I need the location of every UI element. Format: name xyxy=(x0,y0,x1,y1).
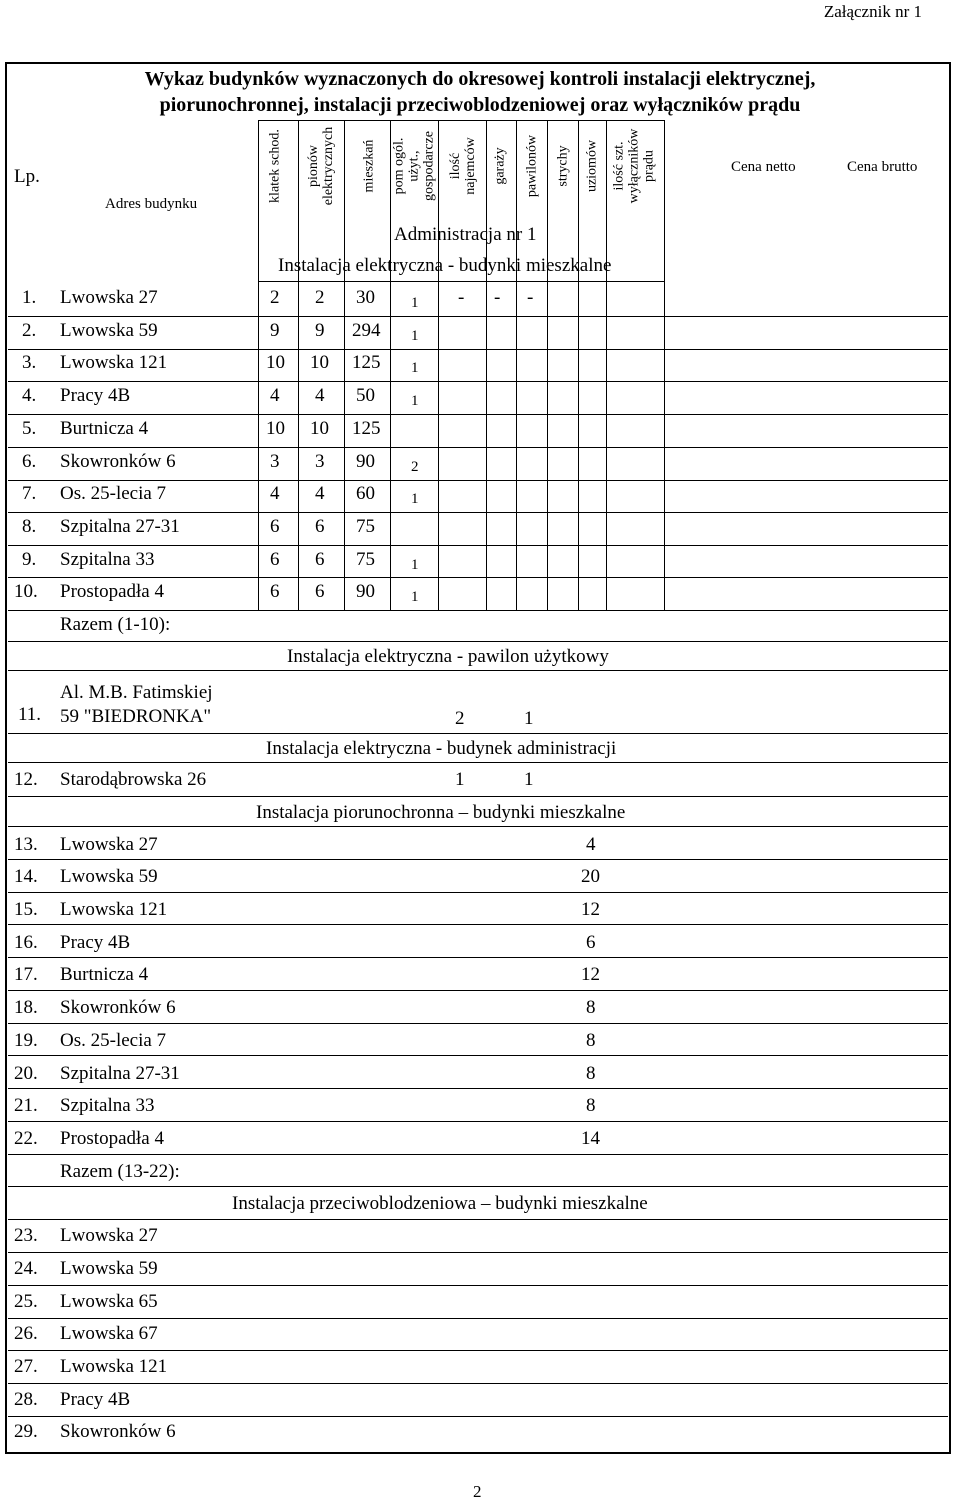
pavilion-tenants: 2 xyxy=(455,708,465,729)
row-risers: 4 xyxy=(315,385,325,406)
row-lp: 16. xyxy=(14,932,38,953)
row-line xyxy=(8,670,948,671)
row-staircases: 10 xyxy=(266,418,285,439)
admin-building-lp: 12. xyxy=(14,769,38,790)
header-lp: Lp. xyxy=(14,166,40,187)
row-address: Prostopadła 4 xyxy=(60,581,164,602)
row-flats: 90 xyxy=(356,581,375,602)
header-col-attics: strychy xyxy=(555,145,571,187)
row-lp: 13. xyxy=(14,834,38,855)
row-flats: 60 xyxy=(356,483,375,504)
section-administration: Administracja nr 1 xyxy=(394,224,537,245)
total-1-10-label: Razem (1-10): xyxy=(60,614,171,635)
row-pavilions: - xyxy=(494,287,501,308)
row-staircases: 3 xyxy=(270,451,280,472)
row-attics: - xyxy=(527,287,534,308)
row-line xyxy=(8,1318,948,1319)
row-address: Lwowska 59 xyxy=(60,1258,158,1279)
admin-building-pavilions: 1 xyxy=(524,769,534,790)
row-lp: 17. xyxy=(14,964,38,985)
row-address: Lwowska 27 xyxy=(60,287,158,308)
row-address: Szpitalna 33 xyxy=(60,1095,155,1116)
row-common: 1 xyxy=(411,557,419,573)
header-address: Adres budynku xyxy=(105,196,198,212)
row-line xyxy=(8,381,948,382)
row-line xyxy=(8,924,948,925)
row-line xyxy=(8,577,948,578)
row-earthing: 6 xyxy=(586,932,596,953)
row-lp: 3. xyxy=(22,352,37,373)
row-lp: 7. xyxy=(22,483,37,504)
title-line-2: piorunochronnej, instalacji przeciwoblodzeniowej oraz wyłączników prądu xyxy=(159,94,801,116)
col-line xyxy=(578,120,579,610)
page-number: 2 xyxy=(473,1482,482,1501)
pavilion-address-line2: 59 "BIEDRONKA" xyxy=(60,706,212,727)
header-price-gross: Cena brutto xyxy=(847,159,918,175)
row-staircases: 4 xyxy=(270,385,280,406)
row-common: 1 xyxy=(411,328,419,344)
row-lp: 29. xyxy=(14,1421,38,1442)
row-lp: 26. xyxy=(14,1323,38,1344)
row-line xyxy=(8,480,948,481)
row-garages: - xyxy=(458,287,465,308)
section-electrical-admin-building: Instalacja elektryczna - budynek administracji xyxy=(266,738,617,759)
row-lp: 18. xyxy=(14,997,38,1018)
row-common: 1 xyxy=(411,360,419,376)
total-13-22-label: Razem (13-22): xyxy=(60,1161,180,1182)
row-line xyxy=(8,796,948,797)
title-line-1: Wykaz budynków wyznaczonych do okresowej kontroli instalacji elektrycznej, xyxy=(144,68,816,90)
row-address: Lwowska 121 xyxy=(60,899,168,920)
row-line xyxy=(8,1383,948,1384)
row-flats: 90 xyxy=(356,451,375,472)
row-common: 1 xyxy=(411,589,419,605)
row-staircases: 6 xyxy=(270,549,280,570)
row-lp: 5. xyxy=(22,418,37,439)
col-line xyxy=(438,120,439,610)
row-address: Skowronków 6 xyxy=(60,997,176,1018)
row-address: Pracy 4B xyxy=(60,1389,131,1410)
row-line xyxy=(8,1154,948,1155)
col-line xyxy=(664,120,665,610)
row-line xyxy=(8,1186,948,1187)
row-line xyxy=(8,447,948,448)
row-common: 1 xyxy=(411,295,419,311)
row-earthing: 14 xyxy=(581,1128,600,1149)
row-lp: 8. xyxy=(22,516,37,537)
section-electrical-pavilion: Instalacja elektryczna - pawilon użytkowy xyxy=(287,646,609,667)
col-line xyxy=(390,120,391,610)
row-risers: 10 xyxy=(310,418,329,439)
row-lp: 20. xyxy=(14,1063,38,1084)
document-title xyxy=(0,66,960,118)
row-lp: 1. xyxy=(22,287,37,308)
row-address: Lwowska 27 xyxy=(60,1225,158,1246)
row-lp: 25. xyxy=(14,1291,38,1312)
row-risers: 6 xyxy=(315,516,325,537)
row-lp: 2. xyxy=(22,320,37,341)
row-address: Pracy 4B xyxy=(60,385,131,406)
row-staircases: 2 xyxy=(270,287,280,308)
header-col-staircases: klatek schod. xyxy=(267,129,283,203)
row-common: 1 xyxy=(411,393,419,409)
row-flats: 30 xyxy=(356,287,375,308)
row-risers: 3 xyxy=(315,451,325,472)
admin-building-address: Starodąbrowska 26 xyxy=(60,769,207,790)
row-line xyxy=(258,281,665,282)
row-staircases: 10 xyxy=(266,352,285,373)
row-lp: 14. xyxy=(14,866,38,887)
row-address: Szpitalna 27-31 xyxy=(60,516,180,537)
row-address: Lwowska 59 xyxy=(60,866,158,887)
row-address: Burtnicza 4 xyxy=(60,418,149,439)
row-staircases: 6 xyxy=(270,516,280,537)
row-line xyxy=(8,1252,948,1253)
row-earthing: 8 xyxy=(586,997,596,1018)
row-earthing: 20 xyxy=(581,866,600,887)
row-earthing: 4 xyxy=(586,834,596,855)
pavilion-address-line1: Al. M.B. Fatimskiej xyxy=(60,682,213,703)
row-risers: 4 xyxy=(315,483,325,504)
row-address: Os. 25-lecia 7 xyxy=(60,483,167,504)
row-lp: 6. xyxy=(22,451,37,472)
header-col-garages: garaży xyxy=(492,147,508,185)
row-address: Lwowska 67 xyxy=(60,1323,158,1344)
row-line xyxy=(8,545,948,546)
col-line xyxy=(606,120,607,610)
header-col-pavilions: pawilonów xyxy=(524,134,540,198)
row-line xyxy=(8,1350,948,1351)
row-earthing: 12 xyxy=(581,899,600,920)
row-lp: 15. xyxy=(14,899,38,920)
row-risers: 2 xyxy=(315,287,325,308)
row-lp: 27. xyxy=(14,1356,38,1377)
col-line xyxy=(516,120,517,610)
row-line xyxy=(8,512,948,513)
row-lp: 21. xyxy=(14,1095,38,1116)
pavilion-pavilions: 1 xyxy=(524,708,534,729)
pavilion-lp: 11. xyxy=(18,704,42,725)
row-line xyxy=(8,957,948,958)
row-address: Lwowska 121 xyxy=(60,1356,168,1377)
header-col-tenants: ilość najemców xyxy=(448,137,478,195)
row-lp: 23. xyxy=(14,1225,38,1246)
row-lp: 24. xyxy=(14,1258,38,1279)
row-flats: 125 xyxy=(352,352,381,373)
row-lp: 9. xyxy=(22,549,37,570)
header-top-line xyxy=(258,120,665,121)
row-line xyxy=(8,859,948,860)
row-line xyxy=(8,733,948,734)
section-electrical-residential: Instalacja elektryczna - budynki mieszkalne xyxy=(278,255,612,276)
header-col-earthing: uziomów xyxy=(584,139,600,193)
attachment-label: Załącznik nr 1 xyxy=(823,2,922,21)
row-line xyxy=(8,414,948,415)
row-address: Pracy 4B xyxy=(60,932,131,953)
row-staircases: 4 xyxy=(270,483,280,504)
row-line xyxy=(8,1088,948,1089)
row-line xyxy=(8,1285,948,1286)
row-earthing: 8 xyxy=(586,1030,596,1051)
col-line xyxy=(258,120,259,610)
col-line xyxy=(298,120,299,610)
row-flats: 125 xyxy=(352,418,381,439)
row-line xyxy=(8,1416,948,1417)
row-flats: 50 xyxy=(356,385,375,406)
row-address: Lwowska 27 xyxy=(60,834,158,855)
row-common: 2 xyxy=(411,459,419,475)
row-line xyxy=(8,990,948,991)
row-flats: 75 xyxy=(356,549,375,570)
row-flats: 294 xyxy=(352,320,381,341)
row-lp: 10. xyxy=(14,581,38,602)
row-address: Lwowska 65 xyxy=(60,1291,158,1312)
row-lp: 19. xyxy=(14,1030,38,1051)
row-line xyxy=(8,826,948,827)
section-deicing: Instalacja przeciwoblodzeniowa – budynki mieszkalne xyxy=(232,1193,648,1214)
row-address: Skowronków 6 xyxy=(60,1421,176,1442)
row-risers: 6 xyxy=(315,549,325,570)
row-address: Skowronków 6 xyxy=(60,451,176,472)
row-address: Os. 25-lecia 7 xyxy=(60,1030,167,1051)
row-address: Szpitalna 33 xyxy=(60,549,155,570)
row-earthing: 8 xyxy=(586,1095,596,1116)
row-line xyxy=(8,316,948,317)
col-line xyxy=(486,120,487,610)
row-line xyxy=(8,610,948,611)
row-flats: 75 xyxy=(356,516,375,537)
row-staircases: 6 xyxy=(270,581,280,602)
row-line xyxy=(8,1219,948,1220)
header-col-flats: mieszkań xyxy=(361,139,377,193)
row-line xyxy=(8,892,948,893)
row-line xyxy=(8,641,948,642)
row-address: Szpitalna 27-31 xyxy=(60,1063,180,1084)
row-staircases: 9 xyxy=(270,320,280,341)
row-address: Prostopadła 4 xyxy=(60,1128,164,1149)
row-address: Lwowska 121 xyxy=(60,352,168,373)
row-risers: 10 xyxy=(310,352,329,373)
row-risers: 9 xyxy=(315,320,325,341)
header-price-net: Cena netto xyxy=(731,159,796,175)
col-line xyxy=(547,120,548,610)
row-line xyxy=(8,349,948,350)
col-line xyxy=(344,120,345,610)
row-common: 1 xyxy=(411,491,419,507)
header-col-switches: ilość szt. wyłączników prądu xyxy=(611,128,657,204)
row-lp: 22. xyxy=(14,1128,38,1149)
row-line xyxy=(8,1055,948,1056)
admin-building-tenants: 1 xyxy=(455,769,465,790)
row-address: Burtnicza 4 xyxy=(60,964,149,985)
row-earthing: 8 xyxy=(586,1063,596,1084)
row-risers: 6 xyxy=(315,581,325,602)
header-col-common: pom ogól. użyt., gospodarcze xyxy=(391,131,437,201)
row-earthing: 12 xyxy=(581,964,600,985)
section-lightning-protection: Instalacja piorunochronna – budynki mieszkalne xyxy=(256,802,626,823)
row-lp: 4. xyxy=(22,385,37,406)
row-line xyxy=(8,1023,948,1024)
row-line xyxy=(8,1121,948,1122)
row-lp: 28. xyxy=(14,1389,38,1410)
header-col-risers: pionów elektrycznych xyxy=(306,126,336,206)
row-line xyxy=(8,762,948,763)
row-address: Lwowska 59 xyxy=(60,320,158,341)
